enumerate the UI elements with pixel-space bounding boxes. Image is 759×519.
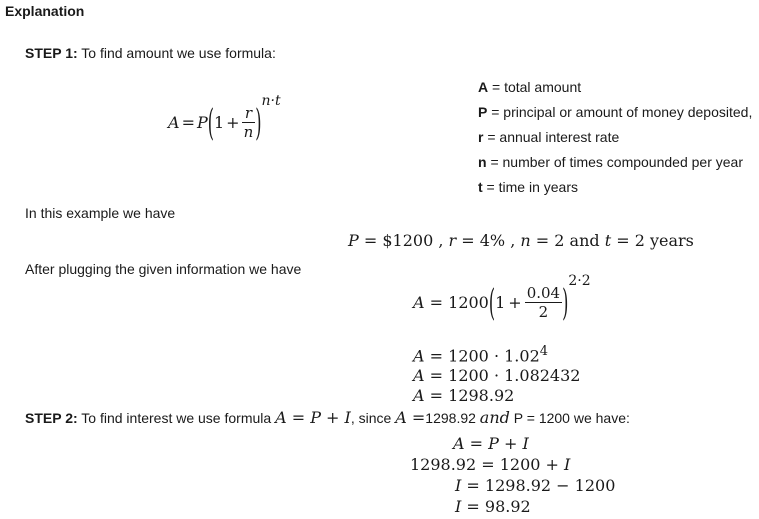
interest-eq: =: [464, 434, 489, 453]
interest-line3-i: I: [455, 476, 462, 495]
compound-formula: [168, 93, 281, 164]
calc-a-symbol: A: [413, 386, 425, 406]
interest-line-3: [410, 475, 615, 496]
step2-formula-p: P: [310, 408, 321, 427]
legend-item: [478, 75, 752, 100]
step2-a-symbol: A: [395, 408, 407, 427]
calc-line3-rest: = 1200 · 1.082432: [424, 366, 581, 386]
example-intro: In this example we have: [25, 205, 176, 221]
given-values: [348, 231, 694, 250]
legend-desc: = total amount: [488, 79, 582, 95]
legend-desc: = number of times compounded per year: [486, 154, 743, 170]
formula-plus: +: [226, 113, 240, 132]
legend-desc: = annual interest rate: [483, 129, 620, 145]
legend-symbol: r: [478, 129, 484, 145]
legend-symbol: n: [478, 154, 487, 170]
legend-desc: = time in years: [482, 179, 578, 195]
interest-a: A: [453, 434, 465, 453]
formula-lhs: A: [168, 113, 180, 132]
calc-open-paren: (: [488, 280, 496, 325]
given-r-symbol: r: [448, 231, 457, 250]
interest-i: I: [522, 434, 529, 453]
calc-a-symbol: A: [413, 366, 425, 386]
interest-line2-rest: = 1200 +: [476, 455, 565, 474]
formula-exponent: n·t: [261, 93, 281, 109]
calc-line-1: [413, 273, 591, 342]
legend-symbol: P: [478, 104, 488, 120]
calc-line2-rest: = 1200 · 1.02: [424, 346, 540, 366]
calc-close-paren: ): [562, 280, 569, 325]
legend-symbol: t: [478, 179, 483, 195]
formula-fraction: [242, 104, 256, 141]
plugging-text: After plugging the given information we have: [25, 261, 302, 277]
interest-line3-rest: = 1298.92 − 1200: [461, 476, 616, 495]
legend-item: [478, 100, 752, 125]
formula-p: P: [196, 113, 208, 132]
section-heading: Explanation: [5, 3, 85, 19]
interest-line-2: [410, 454, 615, 475]
legend-item: [478, 125, 752, 150]
interest-line4-rest: = 98.92: [461, 497, 531, 516]
step2-p-text: P = 1200 we have:: [509, 410, 630, 426]
given-r-value: = 4% ,: [456, 231, 521, 250]
variable-legend: [478, 75, 752, 200]
formula-eq: =: [181, 113, 195, 132]
formula-denominator: n: [243, 123, 254, 141]
formula-close-paren: ): [255, 100, 262, 145]
calc-exponent: 2·2: [568, 273, 591, 289]
step1-text: To find amount we use formula:: [81, 45, 276, 61]
interest-line2-i: I: [564, 455, 571, 474]
step2-label: STEP 2:: [25, 410, 78, 426]
step2-formula-i: I: [344, 408, 351, 427]
given-n-value: = 2 and: [530, 231, 605, 250]
interest-plus: +: [498, 434, 523, 453]
given-t-value: = 2 years: [611, 231, 694, 250]
step2-formula-eq: =: [286, 408, 311, 427]
interest-line4-i: I: [455, 497, 462, 516]
calc-line-3: [413, 366, 580, 386]
calc-line-2: [413, 342, 580, 366]
interest-line-4: [410, 496, 615, 517]
given-n-symbol: n: [520, 231, 531, 250]
step2-formula-a: A: [275, 408, 287, 427]
calc-steps: [413, 342, 580, 406]
legend-item: [478, 150, 752, 175]
step2-text2: , since: [350, 410, 396, 426]
legend-symbol: A: [478, 79, 489, 95]
step2-formula: [275, 408, 351, 427]
step2-a-eq: =: [406, 408, 426, 427]
interest-p: P: [488, 434, 499, 453]
given-t-symbol: t: [604, 231, 612, 250]
step2-line: [25, 408, 630, 427]
calc-denominator: 2: [538, 303, 549, 321]
calc-eq-1200: = 1200: [424, 293, 489, 312]
formula-open-paren: (: [207, 100, 214, 145]
formula-numerator: r: [242, 104, 256, 123]
formula-one: 1: [213, 113, 225, 132]
calc-fraction: [525, 284, 562, 321]
calc-a-symbol: A: [413, 293, 425, 312]
step1-line: [25, 45, 276, 61]
calc-line4-rest: = 1298.92: [424, 386, 515, 406]
step2-text1: To find interest we use formula: [81, 410, 276, 426]
interest-line2-lhs: 1298.92: [410, 455, 477, 474]
calc-line2-exponent: 4: [539, 344, 549, 359]
given-p-value: = $1200 ,: [358, 231, 449, 250]
step2-formula-plus: +: [320, 408, 345, 427]
calc-line-4: [413, 386, 580, 406]
calc-plus: +: [508, 293, 522, 312]
given-p-symbol: P: [348, 231, 359, 250]
calc-a-symbol: A: [413, 346, 425, 366]
calc-one: 1: [495, 293, 506, 312]
calc-numerator: 0.04: [526, 284, 561, 302]
legend-desc: = principal or amount of money deposited,: [487, 104, 753, 120]
legend-item: [478, 175, 752, 200]
interest-line-1: [410, 433, 615, 454]
interest-derivation: [410, 433, 615, 517]
step1-label: STEP 1:: [25, 45, 78, 61]
step2-and-word: and: [479, 408, 510, 427]
step2-a-value: 1298.92: [425, 410, 480, 426]
